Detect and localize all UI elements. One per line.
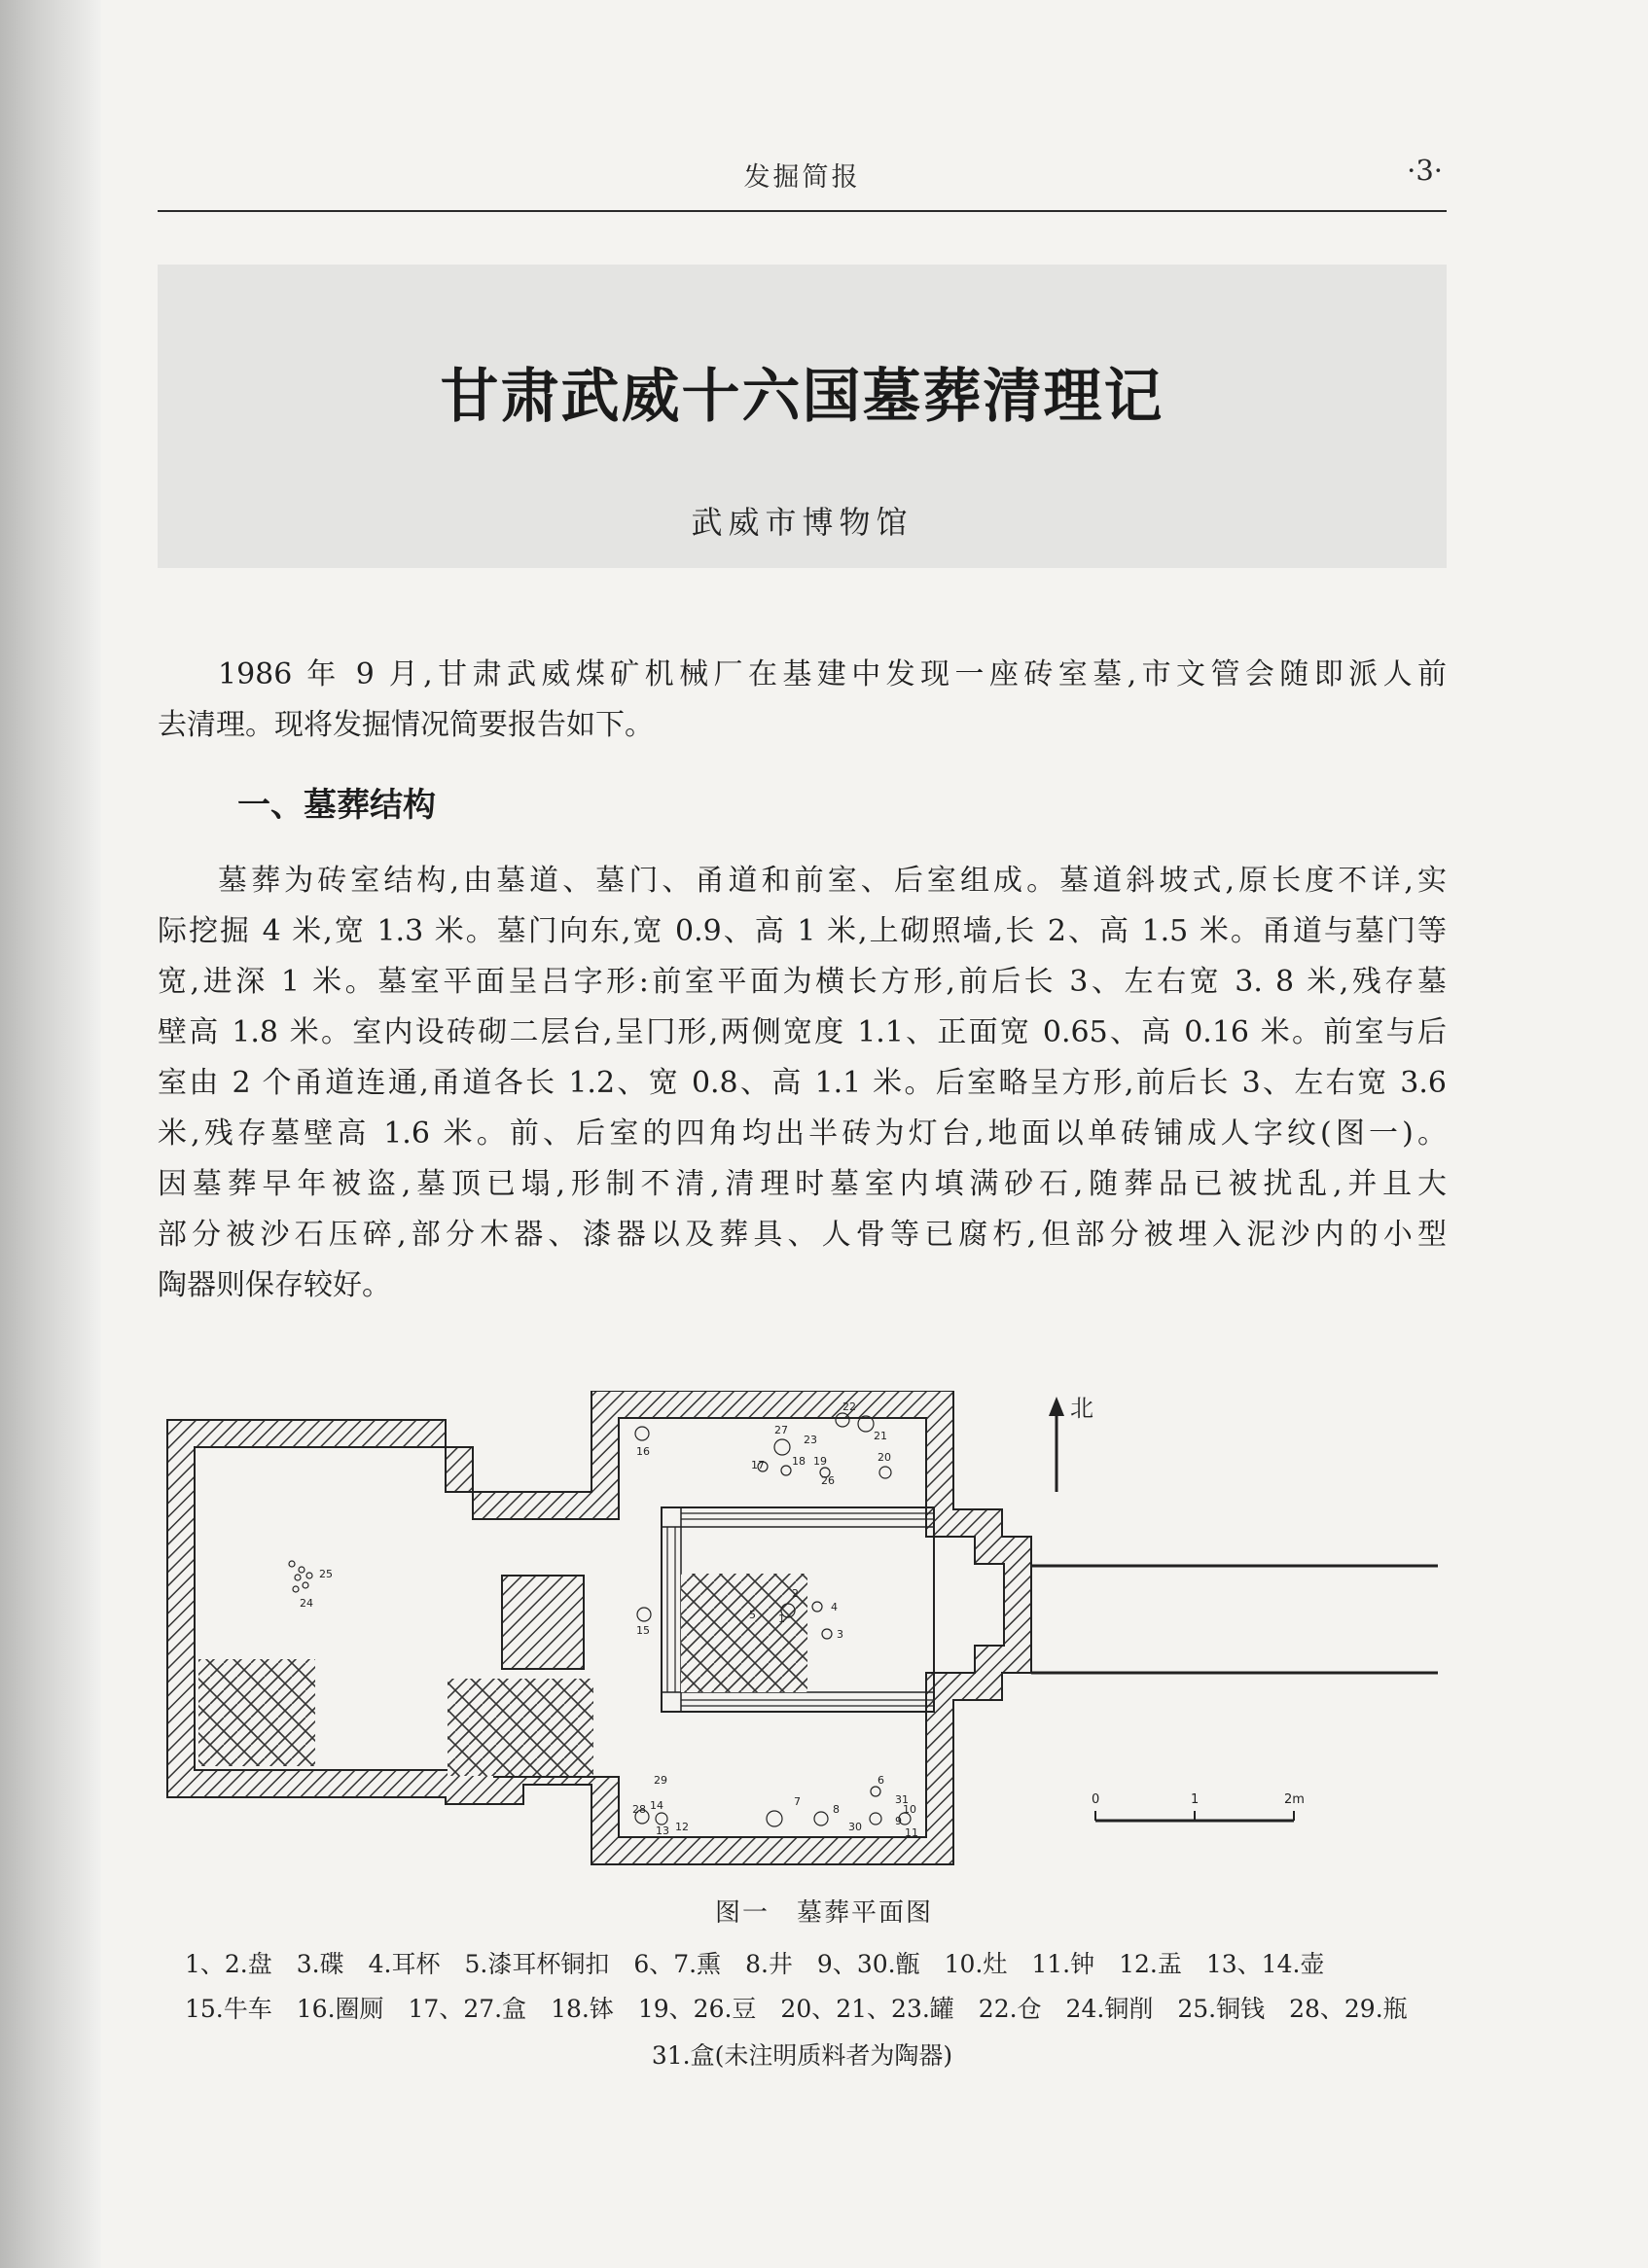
artifact-number: 17 bbox=[751, 1459, 765, 1471]
center-pillar bbox=[502, 1576, 584, 1669]
artifact-number: 30 bbox=[848, 1821, 862, 1833]
running-header bbox=[158, 152, 1447, 198]
scale-label: 2m bbox=[1284, 1792, 1305, 1807]
artifact-number: 9 bbox=[895, 1815, 902, 1827]
legend-line: 1、2.盘 3.碟 4.耳杯 5.漆耳杯铜扣 6、7.熏 8.井 9、30.甑 10.灶 11.钟 12.盂 13、14.壶 bbox=[185, 1950, 1325, 1978]
paragraph-line: 墓葬为砖室结构,由墓道、墓门、甬道和前室、后室组成。墓道斜坡式,原长度不详,实 bbox=[218, 864, 1447, 898]
structure-paragraph bbox=[158, 856, 1447, 1311]
paragraph-line: 部分被沙石压碎,部分木器、漆器以及葬具、人骨等已腐朽,但部分被埋入泥沙内的小型 bbox=[158, 1218, 1447, 1252]
artifact-number: 14 bbox=[650, 1799, 663, 1812]
paragraph-line: 陶器则保存较好。 bbox=[158, 1268, 391, 1302]
artifact-number: 25 bbox=[319, 1568, 333, 1580]
artifact-number: 7 bbox=[794, 1795, 801, 1808]
artifact-number: 2 bbox=[792, 1587, 799, 1600]
herringbone-floor-passage bbox=[448, 1679, 593, 1776]
artifact-number: 26 bbox=[821, 1474, 835, 1487]
artifact-number: 22 bbox=[842, 1400, 856, 1413]
header-rule bbox=[158, 210, 1447, 212]
north-arrow bbox=[1049, 1395, 1093, 1492]
paragraph-line: 际挖掘 4 米,宽 1.3 米。墓门向东,宽 0.9、高 1 米,上砌照墙,长 2、高 1.5 米。甬道与墓门等 bbox=[158, 914, 1447, 948]
paragraph-line: 壁高 1.8 米。室内设砖砌二层台,呈冂形,两侧宽度 1.1、正面宽 0.65、高 0.16 米。前室与后 bbox=[158, 1015, 1447, 1049]
paragraph-line: 米,残存墓壁高 1.6 米。前、后室的四角均出半砖为灯台,地面以单砖铺成人字纹(图一)。 bbox=[158, 1116, 1447, 1151]
tomb-plan-figure bbox=[156, 1391, 1450, 1887]
paragraph-line: 1986 年 9 月,甘肃武威煤矿机械厂在基建中发现一座砖室墓,市文管会随即派人前 bbox=[218, 657, 1447, 691]
artifact-number: 11 bbox=[905, 1826, 918, 1839]
figure-legend bbox=[185, 1943, 1450, 1986]
artifact-number: 15 bbox=[636, 1624, 650, 1637]
artifact-number: 12 bbox=[675, 1821, 689, 1833]
artifact-number: 27 bbox=[774, 1424, 788, 1436]
herringbone-floor-front bbox=[198, 1659, 315, 1766]
artifact-number: 6 bbox=[878, 1774, 884, 1787]
scale-label: 1 bbox=[1191, 1792, 1200, 1807]
herringbone-floor-rear bbox=[681, 1574, 807, 1692]
scale-bar bbox=[1092, 1792, 1305, 1821]
paragraph-line: 宽,进深 1 米。墓室平面呈吕字形:前室平面为横长方形,前后长 3、左右宽 3. 8 米,残存墓 bbox=[158, 965, 1447, 999]
figure-legend bbox=[185, 1988, 1450, 2031]
artifact-number: 13 bbox=[656, 1825, 669, 1837]
artifact-number: 1 bbox=[778, 1612, 785, 1625]
artifact-number: 10 bbox=[903, 1803, 916, 1816]
paragraph-line: 因墓葬早年被盗,墓顶已塌,形制不清,清理时墓室内填满砂石,随葬品已被扰乱,并且大 bbox=[158, 1167, 1447, 1201]
artifact-number: 3 bbox=[837, 1628, 843, 1641]
title-block bbox=[158, 265, 1447, 568]
paragraph-line: 去清理。现将发掘情况简要报告如下。 bbox=[158, 708, 654, 742]
section-heading: 一、墓葬结构 bbox=[237, 786, 436, 825]
artifact-number: 21 bbox=[874, 1430, 887, 1442]
legend-line: 15.牛车 16.圈厕 17、27.盒 18.钵 19、26.豆 20、21、23.罐 22.仓 24.铜削 25.铜钱 28、29.瓶 bbox=[185, 1995, 1408, 2023]
artifact-number: 16 bbox=[636, 1445, 650, 1458]
north-label: 北 bbox=[1070, 1395, 1093, 1422]
artifact-number: 24 bbox=[300, 1597, 313, 1610]
page-number: ·3· bbox=[1407, 154, 1443, 187]
artifact-number: 20 bbox=[878, 1451, 891, 1464]
article-author: 武威市博物馆 bbox=[691, 504, 914, 541]
artifact-number: 23 bbox=[804, 1434, 817, 1446]
running-title: 发掘简报 bbox=[743, 162, 861, 193]
artifact-number: 4 bbox=[831, 1601, 838, 1613]
intro-paragraph bbox=[158, 650, 1447, 751]
artifact-number: 5 bbox=[749, 1609, 756, 1621]
figure-caption: 图一 墓葬平面图 bbox=[714, 1898, 933, 1928]
artifact-number: 8 bbox=[833, 1803, 840, 1816]
artifact-number: 29 bbox=[654, 1774, 667, 1787]
paragraph-line: 室由 2 个甬道连通,甬道各长 1.2、宽 0.8、高 1.1 米。后室略呈方形,前后长 3、左右宽 3.6 bbox=[158, 1066, 1447, 1100]
artifact-number: 19 bbox=[813, 1455, 827, 1468]
artifact-number: 31 bbox=[895, 1793, 909, 1806]
scale-label: 0 bbox=[1092, 1792, 1100, 1807]
artifact-number: 18 bbox=[792, 1455, 806, 1468]
figure-legend bbox=[158, 2035, 1447, 2077]
legend-line: 31.盒(未注明质料者为陶器) bbox=[651, 2041, 953, 2070]
article-title: 甘肃武威十六国墓葬清理记 bbox=[440, 363, 1164, 431]
artifact-number: 28 bbox=[632, 1803, 646, 1816]
